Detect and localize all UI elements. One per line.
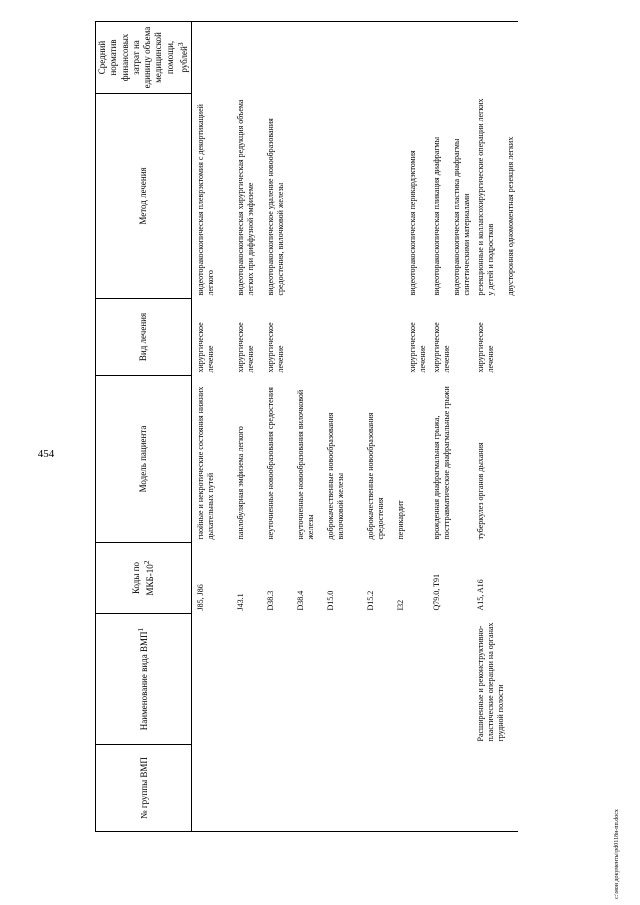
model-item: перикардит bbox=[396, 500, 405, 540]
treatment-type-item: хирургическое лечение bbox=[196, 322, 215, 373]
model-item: туберкулез органов дыхания bbox=[476, 442, 485, 540]
cell-treatment-method bbox=[430, 94, 474, 299]
cell-vmp-name bbox=[192, 614, 431, 745]
footer-file-path: c:\мои документы\pd0118н-пп.docx bbox=[614, 809, 620, 899]
cell-patient-model bbox=[430, 376, 474, 543]
cell-codes bbox=[474, 543, 518, 614]
model-item: неуточненные новообразования средостения bbox=[266, 387, 275, 540]
method-item: видеоторакоскопическое удаление новообразования средостения, вилочковой железы bbox=[266, 118, 285, 296]
model-item: доброкачественные новообразования средостения bbox=[366, 412, 385, 540]
table-row bbox=[430, 22, 474, 832]
model-item: доброкачественные новообразования вилочковой железы bbox=[326, 412, 345, 540]
treatment-type-item: хирургическое лечение bbox=[432, 322, 451, 373]
cell-cost bbox=[474, 22, 518, 94]
vmp-table bbox=[95, 21, 518, 832]
model-item: гнойные и некротические состояния нижних дыхательных путей bbox=[196, 386, 215, 540]
code-item: J43.1 bbox=[236, 593, 245, 611]
header-vmp-name: Наименование вида ВМП$^1$ bbox=[96, 614, 192, 745]
header-patient-model: Модель пациента bbox=[96, 376, 192, 543]
model-item: врожденная диафрагмальная грыжа, посттравматические диафрагмальные грыжи bbox=[432, 386, 451, 540]
cell-codes bbox=[430, 543, 474, 614]
code-item: D38.3 bbox=[266, 590, 275, 611]
method-item: видеоторакоскопическая перикардэктомия bbox=[408, 150, 417, 296]
cell-patient-model bbox=[474, 376, 518, 543]
code-item: D15.2 bbox=[366, 590, 375, 611]
model-item: неуточненные новообразования вилочковой железы bbox=[296, 389, 315, 540]
table-row bbox=[474, 22, 518, 832]
treatment-type-item: хирургическое лечение bbox=[408, 322, 427, 373]
cell-group bbox=[192, 745, 431, 832]
table-row bbox=[192, 22, 431, 832]
code-item: D38.4 bbox=[296, 590, 305, 611]
method-item: видеоторакоскопическая хирургическая редукция объема легких при диффузной эмфиземе bbox=[236, 99, 255, 296]
treatment-type-item: хирургическое лечение bbox=[266, 322, 285, 373]
header-icd-codes: Коды по МКБ-$10^2$ bbox=[96, 543, 192, 614]
method-item: резекционные и коллапсохирургические операции легких у детей и подростков bbox=[476, 98, 495, 296]
header-treatment-method: Метод лечения bbox=[96, 94, 192, 299]
header-cost: Средний норматив финансовых затрат на единицу объема медицинской помощи, рублей$^3$ bbox=[96, 22, 192, 94]
method-item: видеоторакоскопическая плеврэктомия с декортикацией легкого bbox=[196, 104, 215, 296]
treatment-type-item: хирургическое лечение bbox=[476, 322, 495, 373]
code-item: D15.0 bbox=[326, 590, 335, 611]
cell-cost bbox=[430, 22, 474, 94]
cell-codes bbox=[192, 543, 431, 614]
cell-group bbox=[474, 745, 518, 832]
model-item: панлобулярная эмфизема легкого bbox=[236, 426, 245, 540]
method-item: видеоторакоскопическая пликация диафрагмы bbox=[432, 137, 441, 296]
method-item: двусторонняя одномоментная резекция легких bbox=[506, 136, 515, 296]
header-treatment-type: Вид лечения bbox=[96, 299, 192, 376]
treatment-type-item: хирургическое лечение bbox=[236, 322, 255, 373]
cell-group bbox=[430, 745, 474, 832]
cell-vmp-name bbox=[430, 614, 474, 745]
table-header-row bbox=[96, 22, 192, 832]
code-item: A15, A16 bbox=[476, 579, 485, 611]
code-item: J85, J86 bbox=[196, 584, 205, 611]
code-item: I32 bbox=[396, 599, 405, 611]
code-item: Q79.0, T91 bbox=[432, 573, 441, 611]
cell-treatment-method bbox=[474, 94, 518, 299]
cell-treatment-method bbox=[192, 94, 431, 299]
page-number: 454 bbox=[37, 447, 55, 460]
cell-treatment-type bbox=[430, 299, 474, 376]
cell-cost bbox=[192, 22, 431, 94]
cell-vmp-name: Расширенные и реконструктивно-пластические операции на органах грудной полости bbox=[476, 622, 505, 742]
cell-patient-model bbox=[192, 376, 431, 543]
cell-treatment-type bbox=[474, 299, 518, 376]
cell-treatment-type bbox=[192, 299, 431, 376]
header-group-number: № группы ВМП bbox=[96, 745, 192, 832]
method-item: видеоторакоскопическая пластика диафрагмы синтетическими материалами bbox=[452, 138, 471, 296]
